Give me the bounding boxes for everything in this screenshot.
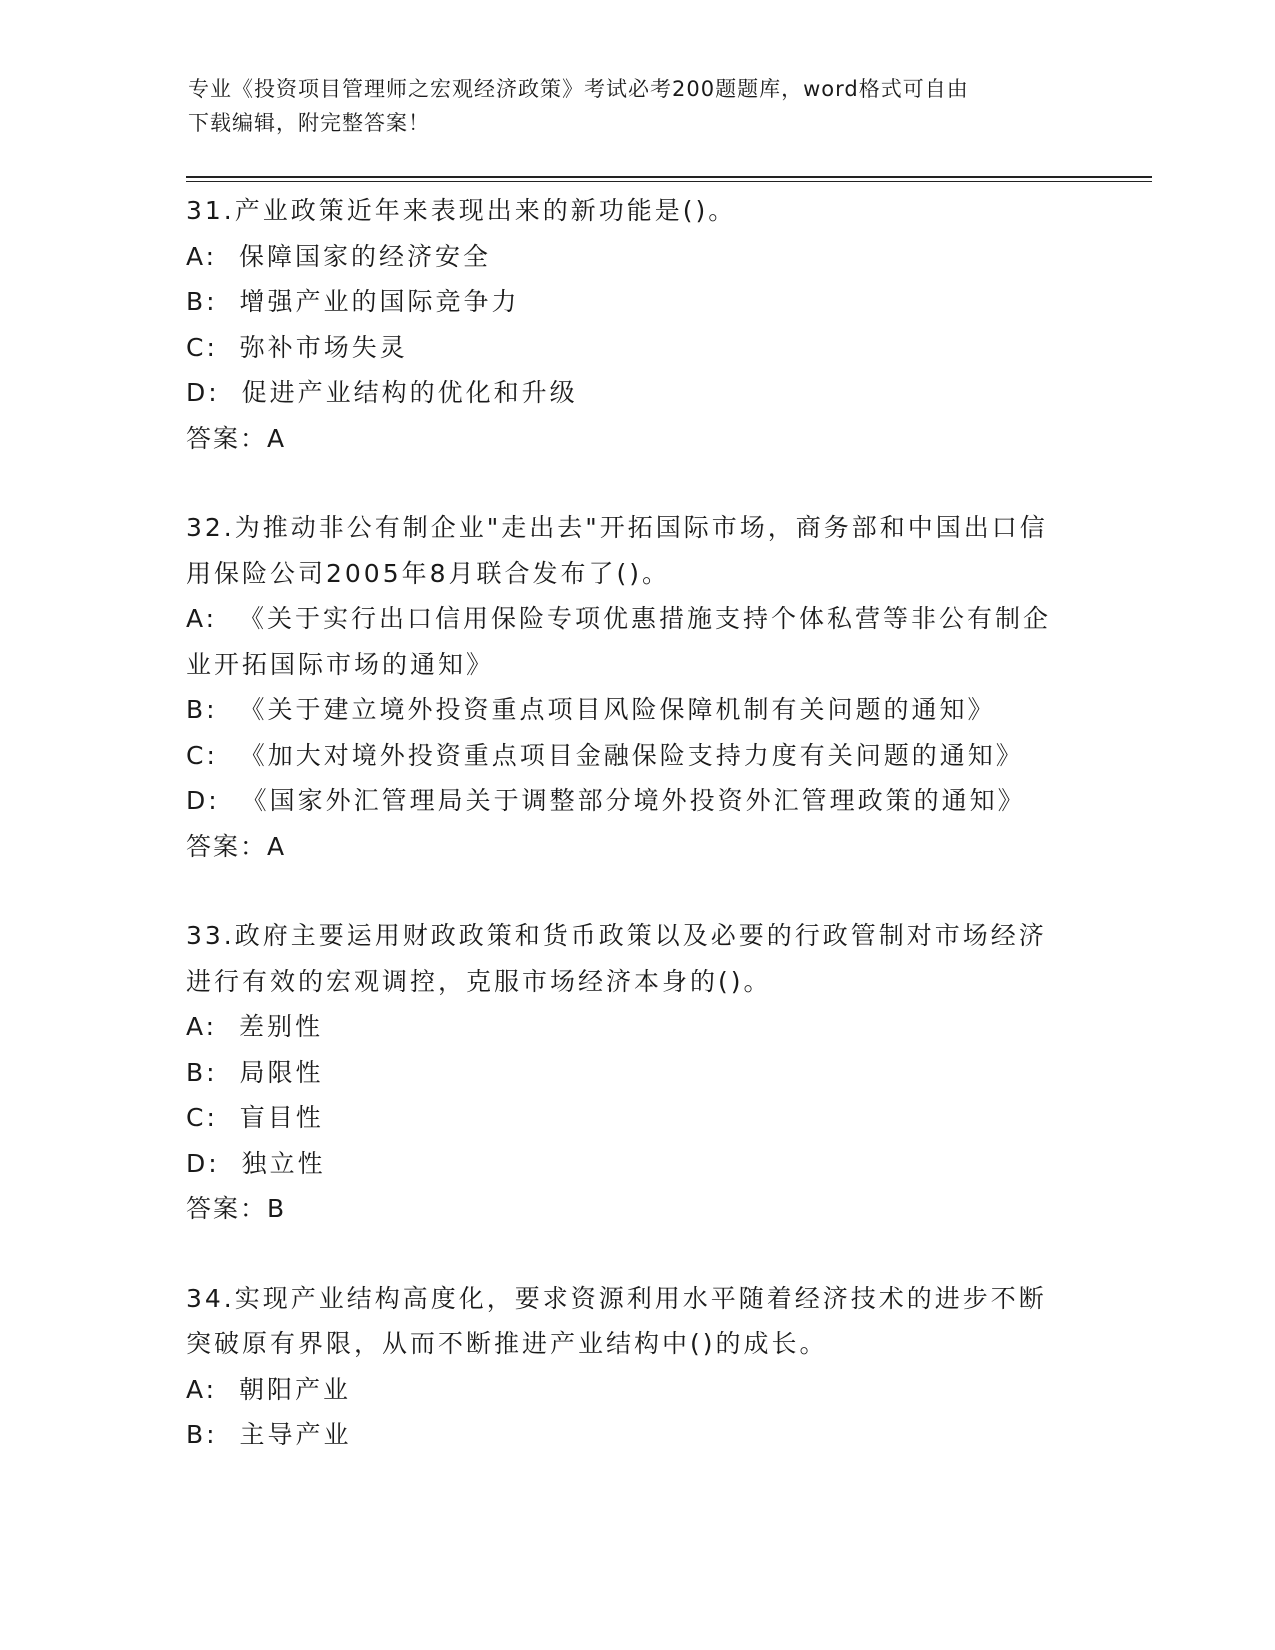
option-d: D: 独立性 bbox=[186, 1148, 326, 1178]
question-stem: 32.为推动非公有制企业"走出去"开拓国际市场，商务部和中国出口信 bbox=[186, 513, 1048, 542]
header-divider-thin bbox=[186, 181, 1152, 182]
answer-line bbox=[186, 1186, 1086, 1232]
option-b: B: 主导产业 bbox=[186, 1420, 352, 1449]
option-a: A: 保障国家的经济安全 bbox=[186, 241, 491, 271]
question-33 bbox=[186, 913, 1086, 1232]
option-c: C: 盲目性 bbox=[186, 1103, 324, 1132]
option-a: A: 差别性 bbox=[186, 1012, 323, 1041]
question-stem: 33.政府主要运用财政政策和货币政策以及必要的行政管制对市场经济 bbox=[186, 921, 1047, 950]
option-a: A: 《关于实行出口信用保险专项优惠措施支持个体私营等非公有制企 bbox=[186, 604, 1051, 633]
question-34 bbox=[186, 1276, 1086, 1458]
question-stem: 31.产业政策近年来表现出来的新功能是()。 bbox=[186, 196, 737, 225]
option-a-cont: 业开拓国际市场的通知》 bbox=[186, 649, 495, 679]
answer-value: A bbox=[267, 423, 287, 453]
option-b: B: 增强产业的国际竞争力 bbox=[186, 287, 520, 316]
document-header bbox=[188, 72, 1088, 140]
question-stem-cont: 用保险公司2005年8月联合发布了()。 bbox=[186, 558, 671, 588]
option-d: D: 促进产业结构的优化和升级 bbox=[186, 378, 578, 407]
answer-label: 答案： bbox=[186, 423, 268, 453]
question-31 bbox=[186, 188, 1086, 461]
header-line-1: 专业《投资项目管理师之宏观经济政策》考试必考200题题库，word格式可自由 bbox=[188, 77, 969, 101]
question-stem: 34.实现产业结构高度化，要求资源利用水平随着经济技术的进步不断 bbox=[186, 1283, 1047, 1313]
answer-line bbox=[186, 824, 1086, 870]
answer-value: B bbox=[267, 1194, 287, 1223]
question-list bbox=[186, 188, 1086, 1502]
question-stem-cont: 突破原有界限，从而不断推进产业结构中()的成长。 bbox=[186, 1329, 828, 1358]
option-c: C: 弥补市场失灵 bbox=[186, 332, 408, 362]
question-stem-cont: 进行有效的宏观调控，克服市场经济本身的()。 bbox=[186, 966, 772, 996]
answer-label: 答案： bbox=[186, 1194, 268, 1223]
header-divider-thick bbox=[186, 176, 1152, 178]
option-a: A: 朝阳产业 bbox=[186, 1374, 351, 1404]
answer-line bbox=[186, 416, 1086, 462]
option-b: B: 局限性 bbox=[186, 1057, 324, 1087]
question-32 bbox=[186, 505, 1086, 869]
option-c: C: 《加大对境外投资重点项目金融保险支持力度有关问题的通知》 bbox=[186, 740, 1024, 770]
header-line-2: 下载编辑，附完整答案！ bbox=[188, 111, 430, 135]
option-b: B: 《关于建立境外投资重点项目风险保障机制有关问题的通知》 bbox=[186, 695, 996, 724]
option-d: D: 《国家外汇管理局关于调整部分境外投资外汇管理政策的通知》 bbox=[186, 786, 1026, 815]
answer-label: 答案： bbox=[186, 831, 268, 861]
answer-value: A bbox=[267, 831, 287, 861]
